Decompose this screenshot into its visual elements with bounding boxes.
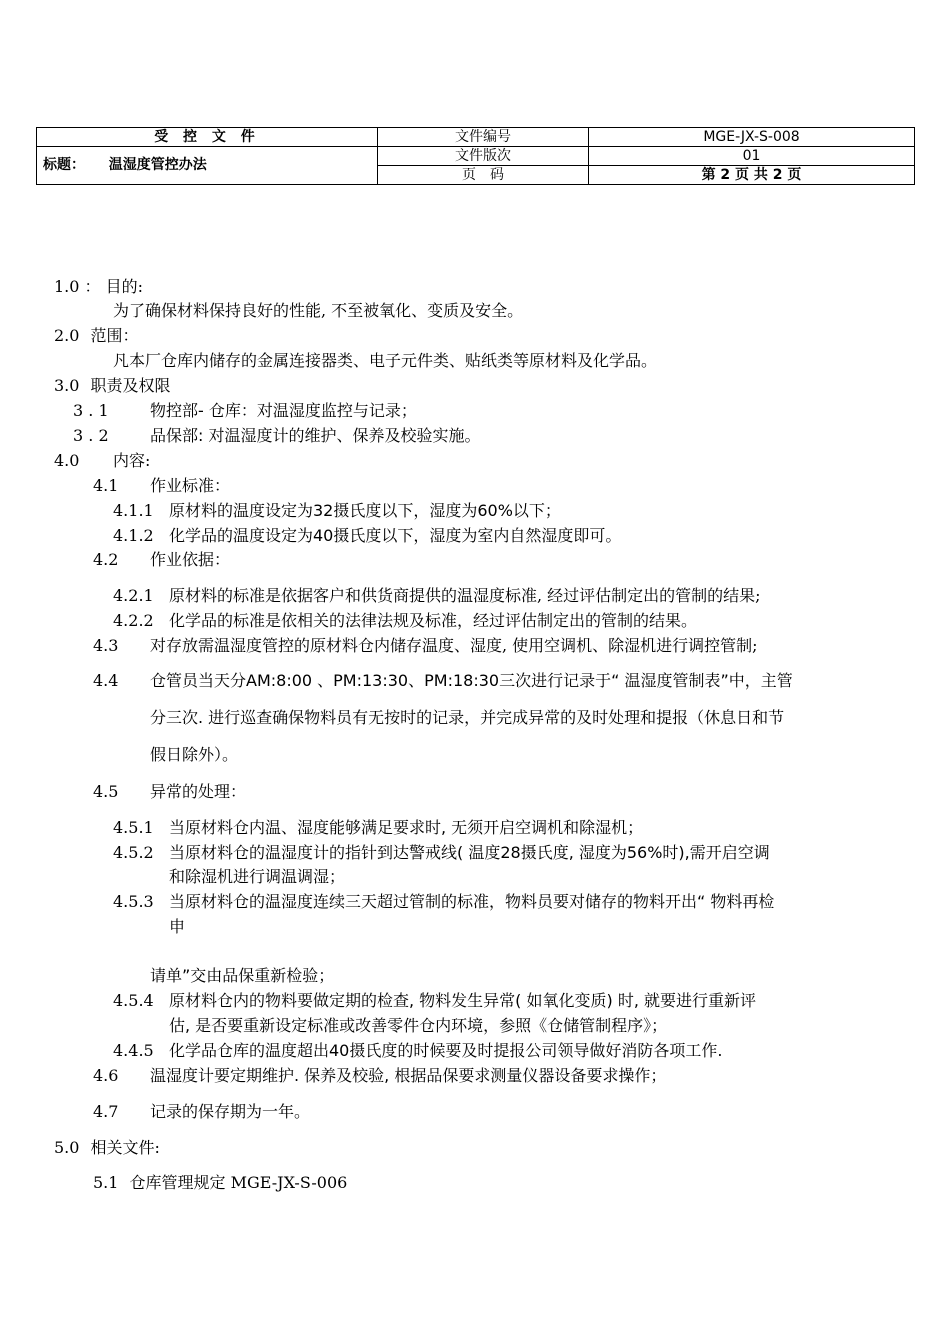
- item-number: 4.4.5: [113, 1041, 154, 1060]
- section-title: 目的:: [105, 277, 144, 296]
- item-4-5-4: [113, 991, 757, 1011]
- section-number: 1.0 ：: [54, 277, 101, 296]
- version-value: 01: [589, 147, 915, 166]
- item-text: 仓库管理规定 MGE-JX-S-006: [129, 1173, 348, 1192]
- section-title: 相关文件:: [90, 1138, 160, 1157]
- item-4-5-3: [113, 892, 775, 912]
- item-text: 化学品的标准是依相关的法律法规及标准，经过评估制定出的管制的结果。: [169, 611, 698, 630]
- section-number: 5.0: [54, 1138, 80, 1157]
- item-text: 原材料仓内的物料要做定期的检查, 物料发生异常( 如氧化变质) 时, 就要进行重新评: [169, 991, 757, 1010]
- item-number: 4.5.2: [113, 843, 154, 862]
- doc-number-label: 文件编号: [378, 128, 589, 147]
- item-text: 物控部- 仓库：对温湿度监控与记录；: [150, 401, 417, 420]
- item-4-2-2: [113, 611, 698, 631]
- section-2-heading: [54, 326, 139, 346]
- item-number: 5.1: [93, 1173, 119, 1192]
- section-number: 2.0: [54, 326, 80, 345]
- item-number: 3 . 1: [73, 401, 109, 420]
- item-text: 当原材料仓的温湿度计的指针到达警戒线( 温度28摄氏度, 湿度为56%时),需开启空调: [169, 843, 770, 862]
- item-number: 4.1: [93, 476, 119, 495]
- section-number: 4.0: [54, 451, 80, 470]
- item-4-5-3-continued: 申: [169, 917, 186, 936]
- page-label: 页 码: [378, 166, 589, 185]
- item-text: 记录的保存期为一年。: [150, 1102, 311, 1121]
- controlled-document-label: 受 控 文 件: [37, 128, 378, 147]
- item-number: 4.5.1: [113, 818, 154, 837]
- item-4-4-continued: 假日除外）。: [150, 745, 239, 764]
- item-4-5-1: [113, 818, 644, 838]
- document-title: 温湿度管控办法: [108, 157, 207, 173]
- paragraph-purpose: 为了确保材料保持良好的性能, 不至被氧化、变质及安全。: [113, 301, 524, 320]
- item-4-4: [93, 671, 793, 691]
- item-4-1-2: [113, 526, 622, 546]
- item-text: 当原材料仓内温、湿度能够满足要求时, 无须开启空调机和除湿机；: [169, 818, 644, 837]
- item-number: 4.7: [93, 1102, 119, 1121]
- item-text: 异常的处理：: [150, 782, 247, 801]
- item-text: 对存放需温湿度管控的原材料仓内储存温度、湿度, 使用空调机、除湿机进行调控管制;: [150, 636, 758, 655]
- item-number: 4.2.1: [113, 586, 154, 605]
- section-title: 内容:: [113, 451, 151, 470]
- item-text: 原材料的温度设定为32摄氏度以下，湿度为60%以下；: [169, 501, 561, 520]
- item-4-5-2-continued: 和除湿机进行调温调湿；: [169, 867, 346, 886]
- item-text: 原材料的标准是依据客户和供货商提供的温湿度标准, 经过评估制定出的管制的结果;: [169, 586, 761, 605]
- item-4-1-1: [113, 501, 561, 521]
- section-4-heading: [54, 451, 151, 471]
- item-4-5: [93, 782, 247, 802]
- item-number: 4.2: [93, 550, 119, 569]
- item-number: 4.5.4: [113, 991, 154, 1010]
- item-4-3: [93, 636, 758, 656]
- item-number: 3 . 2: [73, 426, 109, 445]
- item-text: 化学品的温度设定为40摄氏度以下，湿度为室内自然湿度即可。: [169, 526, 622, 545]
- section-title: 范围：: [90, 326, 139, 345]
- item-4-2: [93, 550, 231, 570]
- item-4-5-4-continued: 估, 是否要重新设定标准或改善零件仓内环境，参照《仓储管制程序》；: [169, 1016, 668, 1035]
- item-text: 仓管员当天分AM:8:00 、PM:13:30、PM:18:30三次进行记录于“ 温湿度管制表”中，主管: [150, 671, 793, 690]
- item-number: 4.5: [93, 782, 119, 801]
- item-3-1: [73, 401, 417, 421]
- item-number: 4.1.2: [113, 526, 154, 545]
- item-5-1: [93, 1173, 347, 1193]
- item-text: 温湿度计要定期维护. 保养及校验, 根据品保要求测量仪器设备要求操作；: [150, 1066, 667, 1085]
- section-number: 3.0: [54, 376, 80, 395]
- item-4-5-2: [113, 843, 770, 863]
- page-value: 第 2 页 共 2 页: [589, 166, 915, 185]
- section-3-heading: [54, 376, 171, 396]
- item-text: 化学品仓库的温度超出40摄氏度的时候要及时提报公司领导做好消防各项工作.: [169, 1041, 723, 1060]
- item-4-7: [93, 1102, 311, 1122]
- section-1-heading: [54, 277, 143, 297]
- item-number: 4.1.1: [113, 501, 154, 520]
- section-title: 职责及权限: [90, 376, 171, 395]
- item-4-2-1: [113, 586, 761, 606]
- item-number: 4.3: [93, 636, 119, 655]
- item-text: 当原材料仓的温湿度连续三天超过管制的标准，物料员要对储存的物料开出“ 物料再检: [169, 892, 775, 911]
- item-number: 4.5.3: [113, 892, 154, 911]
- item-number: 4.4: [93, 671, 119, 690]
- doc-number-value: MGE-JX-S-008: [589, 128, 915, 147]
- item-4-6: [93, 1066, 667, 1086]
- item-4-4-continued: 分三次. 进行巡查确保物料员有无按时的记录，并完成异常的及时处理和提报（休息日和节: [150, 708, 785, 727]
- item-number: 4.6: [93, 1066, 119, 1085]
- item-4-1: [93, 476, 231, 496]
- item-number: 4.2.2: [113, 611, 154, 630]
- item-3-2: [73, 426, 481, 446]
- version-label: 文件版次: [378, 147, 589, 166]
- title-label: 标题：: [43, 157, 85, 173]
- section-5-heading: [54, 1138, 160, 1158]
- item-4-5-3-continued: 请单”交由品保重新检验；: [150, 966, 335, 985]
- paragraph-scope: 凡本厂仓库内储存的金属连接器类、电子元件类、贴纸类等原材料及化学品。: [113, 351, 658, 370]
- item-text: 作业依据：: [150, 550, 231, 569]
- item-4-4-5: [113, 1041, 723, 1061]
- item-text: 作业标准：: [150, 476, 231, 495]
- item-text: 品保部: 对温湿度计的维护、保养及校验实施。: [150, 426, 481, 445]
